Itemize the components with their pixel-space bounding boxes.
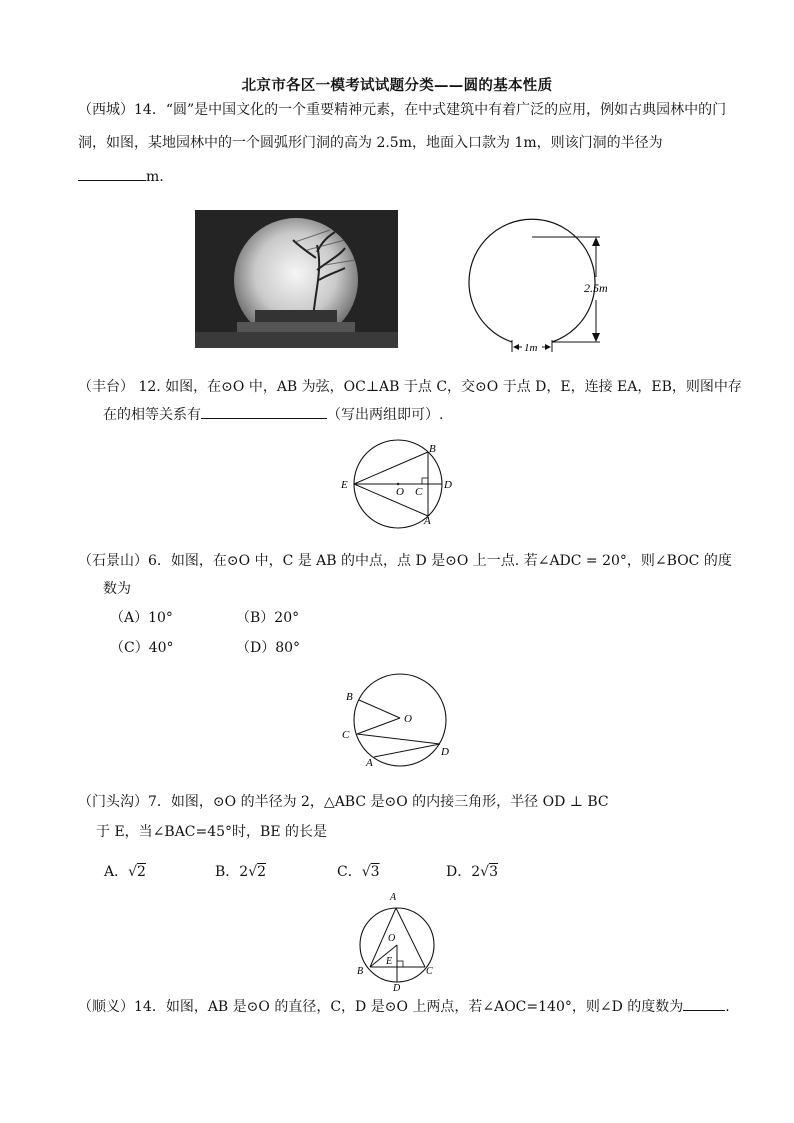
q4-option-a: A．√2: [104, 864, 146, 880]
q2-circle-diagram: [340, 438, 460, 530]
q4-label-d: D: [393, 983, 401, 994]
q1-line1: （西城）14．“圆”是中国文化的一个重要精神元素，在中式建筑中有着广泛的应用，例如古典园林中的门: [78, 102, 727, 118]
q1-source: （西城）: [78, 102, 134, 118]
q2-line1: （丰台） 12. 如图，在⊙O 中，AB 为弦，OC⊥AB 于点 C，交⊙O 于点 D，E，连接 EA，EB，则图中存: [78, 379, 742, 395]
q4-label-c: C: [426, 966, 433, 977]
q1-answer-line: m.: [78, 167, 164, 186]
q4-label-a: A: [390, 892, 397, 903]
q3-label-o: O: [404, 713, 412, 725]
q4-line2: 于 E，当∠BAC=45°时，BE 的长是: [96, 824, 328, 840]
q3-label-b: B: [346, 691, 353, 703]
q4-option-c: C．√3: [337, 864, 380, 880]
q5-line1: （顺义）14．如图，AB 是⊙O 的直径，C，D 是⊙O 上两点，若∠AOC=140°，则∠D 的度数为 .: [78, 999, 730, 1015]
q2-source: （丰台）: [78, 379, 134, 395]
q4-line1: （门头沟）7．如图，⊙O 的半径为 2，△ABC 是⊙O 的内接三角形，半径 OD ⊥ BC: [78, 794, 609, 810]
q2-answer-blank: [201, 405, 327, 419]
q5-answer-blank: [683, 997, 725, 1011]
q3-option-d: （D）80°: [236, 640, 301, 656]
q4-option-b: B．2√2: [215, 864, 267, 880]
q4-label-e: E: [386, 956, 393, 967]
q3-source: （石景山）: [78, 553, 148, 569]
q2-label-d: D: [444, 479, 452, 491]
arch-arc: [469, 219, 595, 342]
moon-gate-photo: [195, 210, 398, 348]
q4-option-d: D．2√3: [446, 864, 498, 880]
q2-label-b: B: [429, 443, 436, 455]
q2-label-e: E: [341, 479, 348, 491]
q3-option-c: （C）40°: [110, 640, 174, 656]
q1-arch-diagram: [470, 232, 620, 357]
width-label: 1m: [524, 342, 538, 354]
q3-option-b: （B）20°: [236, 610, 300, 626]
q3-label-d: D: [441, 746, 449, 758]
q2-line2: 在的相等关系有 （写出两组即可）.: [103, 407, 444, 423]
q3-circle-diagram: [340, 672, 460, 770]
q5-source: （顺义）: [78, 999, 134, 1015]
q3-label-c: C: [342, 729, 350, 741]
q1-answer-blank: [78, 167, 146, 181]
q2-label-c: C: [415, 486, 423, 498]
q2-label-o: O: [396, 486, 404, 498]
height-label: 2.5m: [584, 281, 608, 295]
q1-line2: 洞，如图，某地园林中的一个圆弧形门洞的高为 2.5m，地面入口款为 1m，则该门洞的半径为: [78, 135, 663, 151]
page-title: 北京市各区一模考试试题分类——圆的基本性质: [241, 78, 553, 94]
q4-circle-diagram: [350, 890, 442, 992]
q2-label-a: A: [424, 515, 431, 527]
q4-label-o: O: [388, 933, 396, 944]
q4-label-b: B: [357, 966, 364, 977]
q3-line1: （石景山）6．如图，在⊙O 中，C 是 AB 的中点，点 D 是⊙O 上一点. 若∠ADC = 20°，则∠BOC 的度: [78, 553, 732, 569]
q3-option-a: （A）10°: [110, 610, 173, 626]
q4-source: （门头沟）: [78, 794, 148, 810]
q3-line2: 数为: [103, 581, 131, 597]
q3-label-a: A: [366, 757, 373, 769]
